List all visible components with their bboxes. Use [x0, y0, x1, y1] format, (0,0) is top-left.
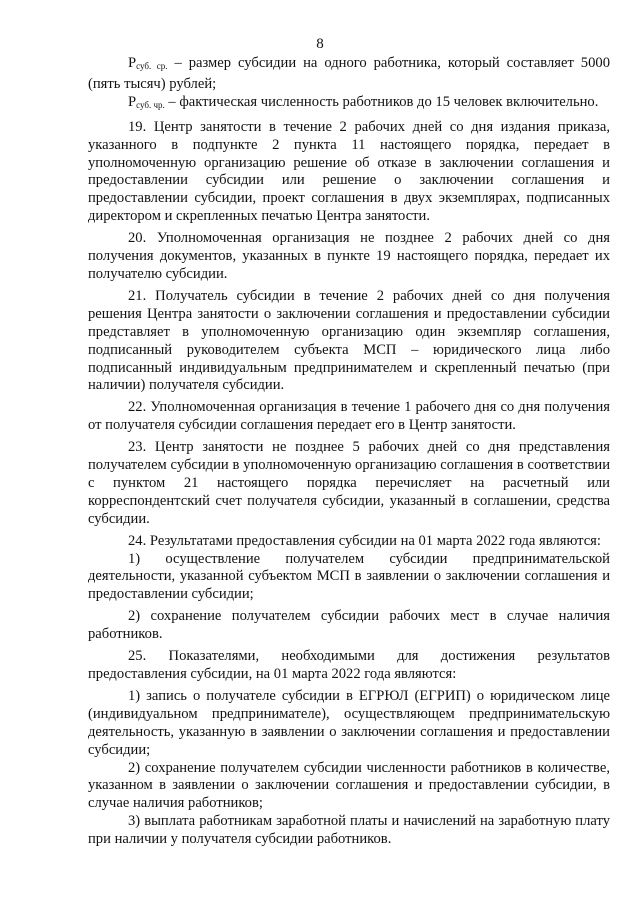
paragraph-24: 24. Результатами предоставления субсидии на 01 марта 2022 года являются: [128, 532, 601, 549]
paragraph-25-item-3: 3) выплата работникам заработной платы и начислений на заработную плату при наличии у получателя субсидии работников. [88, 813, 610, 848]
paragraph-25: 25. Показателями, необходимыми для достижения результатов предоставления субсидии, на 01 марта 2022 года являются: [88, 648, 610, 682]
document-body [88, 55, 610, 849]
paragraph-25-item-2: 2) сохранение получателем субсидии численности работников в количестве, указанном в заявлении о заключении соглашения и предоставлении субсидии, в случае наличия работников; [88, 759, 610, 812]
definition-actual-headcount: $Р_{суб. чр.}$ – фактическая численность работников до 15 человек включительно. [128, 93, 599, 110]
paragraph-19: 19. Центр занятости в течение 2 рабочих дней со дня издания приказа, указанного в подпункте 2 пункта 11 настоящего порядка, передает в уполномоченную организацию решение об отказе в заключении соглашения и предоставлении субсидии или решение о заключении соглашения и предоставлении субсидии, проект соглашения в двух экземплярах, подписанных директором и скрепленных печатью Центра занятости. [88, 118, 610, 225]
paragraph-23: 23. Центр занятости не позднее 5 рабочих дней со дня представления получателем субсидии в уполномоченную организацию соглашения в соответствии с пунктом 21 настоящего порядка перечисляет на расчетный или корреспондентский счет получателя субсидии, указанный в соглашении, средства субсидии. [88, 439, 610, 527]
definition-subsidy-per-worker: $Р_{суб. ср.}$ – размер субсидии на одного работника, который составляет 5000 (пять тысяч) рублей; [88, 55, 610, 92]
page-number: 8 [316, 36, 324, 52]
paragraph-22: 22. Уполномоченная организация в течение 1 рабочего дня со дня получения от получателя субсидии соглашения передает его в Центр занятости. [88, 399, 610, 434]
paragraph-24-item-2: 2) сохранение получателем субсидии рабочих мест в случае наличия работников. [88, 608, 610, 643]
paragraph-24-item-1: 1) осуществление получателем субсидии предпринимательской деятельности, указанной субъектом МСП в заявлении о заключении соглашения и предоставлении субсидии; [88, 550, 610, 603]
paragraph-25-item-1: 1) запись о получателе субсидии в ЕГРЮЛ (ЕГРИП) о юридическом лице (индивидуальном предпринимателе), осуществляющем предпринимательскую деятельность, указанную в заявлении о заключении соглашения и предоставлении субсидии; [88, 687, 610, 758]
paragraph-21: 21. Получатель субсидии в течение 2 рабочих дней со дня получения решения Центра занятости о заключении соглашения и предоставлении субсидии представляет в уполномоченную организацию один экземпляр соглашения, подписанный руководителем субъекта МСП – юридического лица либо подписанный индивидуальным предпринимателем и скрепленный печатью (при наличии) получателя субсидии. [88, 287, 610, 394]
paragraph-20: 20. Уполномоченная организация не позднее 2 рабочих дней со дня получения документов, указанных в пункте 19 настоящего порядка, передает их получателю субсидии. [88, 230, 610, 282]
